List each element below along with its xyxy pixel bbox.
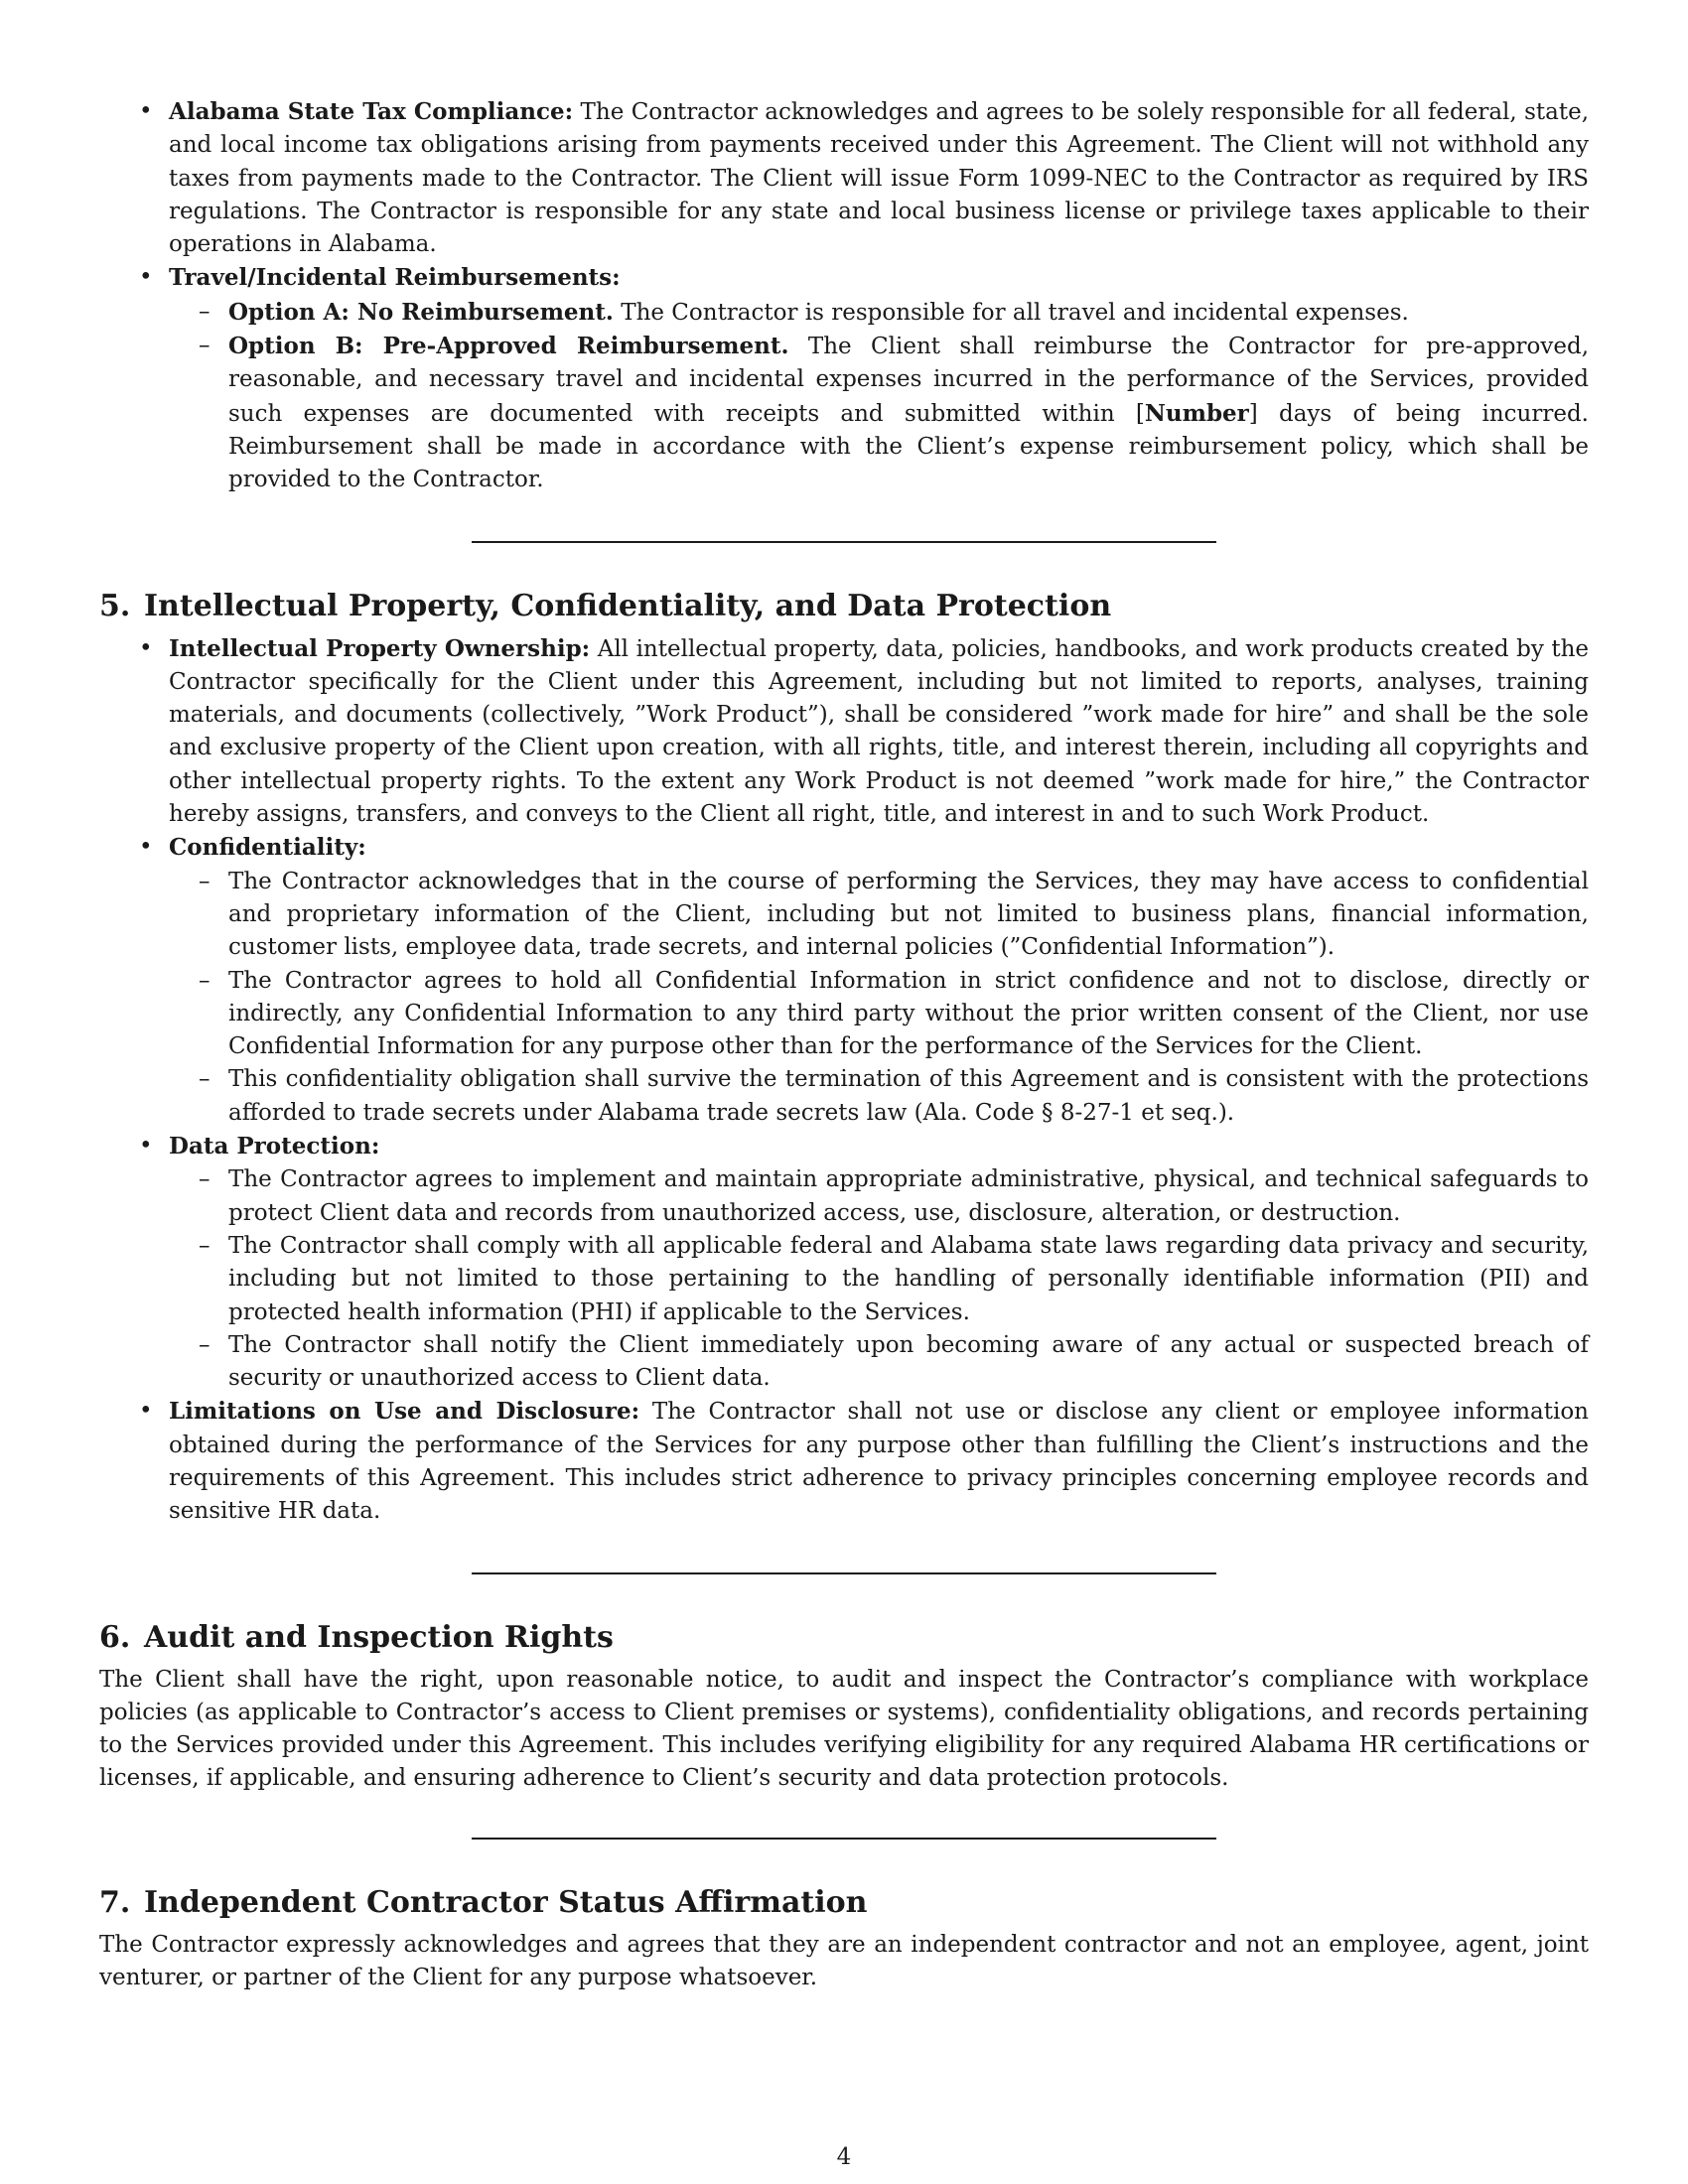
section-divider — [472, 1838, 1216, 1840]
section-5-number: 5. — [99, 588, 131, 623]
section-divider — [472, 541, 1216, 543]
travel-options-list — [169, 296, 1589, 497]
confidentiality-subitem — [169, 965, 1589, 1064]
travel-reimbursement-label: Travel/Incidental Reimbursements: — [169, 264, 621, 292]
confidentiality-subitem-text: – This confidentiality obligation shall survive the termination of this Agreement and is consistent with the protections afforded to trade secrets under Alabama trade secrets law (Ala. Code § 8-27-1 et seq.). — [228, 1066, 1589, 1126]
data-protection-subitem-text: – The Contractor agrees to implement and maintain appropriate administrative, physical, and technical safeguards to protect Client data and records from unauthorized access, use, disclosure, alteration, or destruction. — [228, 1166, 1589, 1226]
data-protection-label: Data Protection: — [169, 1133, 380, 1160]
data-protection-sublist — [169, 1163, 1589, 1395]
option-b-label: Option B: Pre-Approved Reimbursement. — [228, 333, 789, 360]
section-7-paragraph: The Contractor expressly acknowledges and agrees that they are an independent contractor and not an employee, agent, joint venturer, or partner of the Client for any purpose whatsoever. — [99, 1931, 1589, 1991]
ip-ownership-item — [99, 632, 1589, 832]
section-7-number: 7. — [99, 1884, 131, 1920]
number-placeholder: Number — [1144, 399, 1249, 427]
section-divider — [472, 1572, 1216, 1574]
option-a-label: Option A: No Reimbursement. — [228, 298, 614, 326]
data-protection-subitem-text: – The Contractor shall comply with all applicable federal and Alabama state laws regarding data privacy and security, including but not limited to those pertaining to the handling of personally identifiable information (PII) and protected health information (PHI) if applicable to the Services. — [228, 1232, 1589, 1325]
travel-reimbursement-item — [99, 261, 1589, 496]
tax-compliance-item — [99, 95, 1589, 261]
data-protection-subitem — [169, 1230, 1589, 1329]
option-b-text-cont: ] days of being incurred. Reimbursement shall be made in accordance with the Client’s expense reimbursement policy, which shall be provided to the Contractor. — [228, 400, 1589, 493]
section-6-heading — [99, 1618, 1589, 1658]
payment-terms-list — [99, 95, 1589, 497]
data-protection-item — [99, 1130, 1589, 1395]
tax-compliance-label: Alabama State Tax Compliance: — [169, 98, 574, 125]
confidentiality-sublist — [169, 866, 1589, 1130]
section-7-heading — [99, 1883, 1589, 1923]
option-a-text: The Contractor is responsible for all travel and incidental expenses. — [621, 299, 1409, 326]
option-a-item — [169, 296, 1589, 330]
confidentiality-subitem — [169, 866, 1589, 965]
limitations-text: The Contractor shall not use or disclose any client or employee information obtained during the performance of the Services for any purpose other than fulfilling the Client’s instructions and the requirements of this Agreement. This includes strict adherence to privacy principles concerning employee records and sensitive HR data. — [169, 1399, 1589, 1525]
limitations-item — [99, 1395, 1589, 1528]
option-b-text: The Client shall reimburse the Contractor for pre-approved, reasonable, and necessary travel and incidental expenses incurred in the performance of the Services, provided such expenses are documented with receipts and submitted within [ — [228, 334, 1590, 427]
confidentiality-item — [99, 831, 1589, 1130]
document-page — [99, 95, 1589, 1994]
section-6-title: Audit and Inspection Rights — [144, 1619, 614, 1655]
tax-compliance-text: The Contractor acknowledges and agrees to be solely responsible for all federal, state, and local income tax obligations arising from payments received under this Agreement. The Client will not withhold any taxes from payments made to the Contractor. The Client will issue Form 1099-NEC to the Contractor as required by IRS regulations. The Contractor is responsible for any state and local business license or privilege taxes applicable to their operations in Alabama. — [169, 99, 1590, 258]
ip-ownership-label: Intellectual Property Ownership: — [169, 634, 591, 662]
confidentiality-label: Confidentiality: — [169, 834, 366, 862]
section-7-title: Independent Contractor Status Affirmation — [144, 1884, 868, 1920]
limitations-label: Limitations on Use and Disclosure: — [169, 1398, 640, 1426]
section-5-list — [99, 632, 1589, 1529]
section-5-title: Intellectual Property, Confidentiality, and Data Protection — [144, 588, 1112, 623]
confidentiality-subitem-text: – The Contractor acknowledges that in the course of performing the Services, they may have access to confidential and proprietary information of the Client, including but not limited to business plans, financial information, customer lists, employee data, trade secrets, and internal policies (”Confidential Information”). — [228, 868, 1589, 961]
data-protection-subitem — [169, 1163, 1589, 1230]
data-protection-subitem — [169, 1329, 1589, 1396]
data-protection-subitem-text: – The Contractor shall notify the Client immediately upon becoming aware of any actual or suspected breach of security or unauthorized access to Client data. — [228, 1331, 1589, 1392]
ip-ownership-text: All intellectual property, data, policies, handbooks, and work products created by the Contractor specifically for the Client under this Agreement, including but not limited to reports, analyses, training materials, and documents (collectively, ”Work Product”), shall be considered ”work made for hire” and shall be the sole and exclusive property of the Client upon creation, with all rights, title, and interest therein, including all copyrights and other intellectual property rights. To the extent any Work Product is not deemed ”work made for hire,” the Contractor hereby assigns, transfers, and conveys to the Client all right, title, and interest in and to such Work Product. — [169, 635, 1590, 828]
section-6-paragraph: The Client shall have the right, upon reasonable notice, to audit and inspect the Contractor’s compliance with workplace policies (as applicable to Contractor’s access to Client premises or systems), confidentiality obligations, and records pertaining to the Services provided under this Agreement. This includes verifying eligibility for any required Alabama HR certifications or licenses, if applicable, and ensuring adherence to Client’s security and data protection protocols. — [99, 1666, 1589, 1792]
confidentiality-subitem — [169, 1063, 1589, 1130]
confidentiality-subitem-text: – The Contractor agrees to hold all Confidential Information in strict confidence and not to disclose, directly or indirectly, any Confidential Information to any third party without the prior written consent of the Client, nor use Confidential Information for any purpose other than for the performance of the Services for the Client. — [228, 967, 1589, 1060]
section-6-number: 6. — [99, 1619, 131, 1655]
section-5-heading — [99, 587, 1589, 626]
option-b-item — [169, 330, 1589, 496]
page-number: 4 — [836, 2144, 852, 2170]
